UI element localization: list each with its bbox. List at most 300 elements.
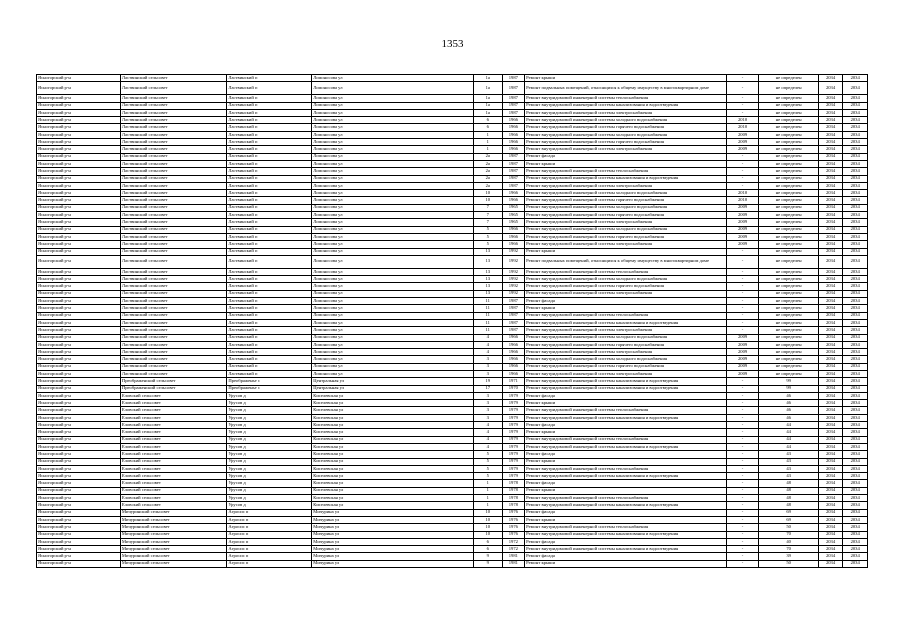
work-type-cell: Ремонт внутридомовой инженерной системы теплоснабжения <box>525 268 727 275</box>
last-repair-year-cell: - <box>726 298 759 305</box>
plan-start-cell: 2034 <box>818 305 843 312</box>
last-repair-year-cell: - <box>726 168 759 175</box>
street-cell: Киселевская ул <box>312 400 474 407</box>
work-type-cell: Ремонт внутридомовой инженерной системы теплоснабжения <box>525 312 727 319</box>
settlement-cell: Агросис п <box>227 531 312 538</box>
build-year-cell: 1979 <box>502 400 525 407</box>
wear-cell: 69 <box>759 509 818 516</box>
council-cell: Ластвинский сельсовет <box>120 102 226 109</box>
district-cell: Ясногорский р-н <box>37 182 121 189</box>
work-type-cell: Ремонт фасада <box>525 422 727 429</box>
plan-end-cell: 2034 <box>843 168 868 175</box>
settlement-cell: Ластвинский п <box>227 290 312 297</box>
table-row <box>37 400 868 407</box>
build-year-cell: 1979 <box>502 429 525 436</box>
last-repair-year-cell: - <box>726 443 759 450</box>
council-cell: Ластвинский сельсовет <box>120 241 226 248</box>
plan-end-cell: 2034 <box>843 516 868 523</box>
district-cell: Ясногорский р-н <box>37 546 121 553</box>
table-row <box>37 465 868 472</box>
district-cell: Ясногорский р-н <box>37 312 121 319</box>
council-cell: Ластвинский сельсовет <box>120 146 226 153</box>
plan-end-cell: 2034 <box>843 378 868 385</box>
house-number-cell: 1а <box>473 102 502 109</box>
street-cell: Центральная ул <box>312 378 474 385</box>
house-number-cell: 3 <box>473 392 502 399</box>
last-repair-year-cell: - <box>726 319 759 326</box>
council-cell: Еловский сельсовет <box>120 458 226 465</box>
work-type-cell: Ремонт фасада <box>525 480 727 487</box>
wear-cell: не определен <box>759 233 818 240</box>
wear-cell: 44 <box>759 429 818 436</box>
house-number-cell: 11 <box>473 298 502 305</box>
settlement-cell: Урусов д <box>227 443 312 450</box>
district-cell: Ясногорский р-н <box>37 451 121 458</box>
settlement-cell: Агросис п <box>227 538 312 545</box>
district-cell: Ясногорский р-н <box>37 102 121 109</box>
house-number-cell: 7 <box>473 204 502 211</box>
plan-end-cell: 2034 <box>843 248 868 255</box>
table-row <box>37 255 868 268</box>
table-row <box>37 480 868 487</box>
street-cell: Ломоносова ул <box>312 102 474 109</box>
house-number-cell: 1а <box>473 82 502 95</box>
table-row <box>37 102 868 109</box>
district-cell: Ясногорский р-н <box>37 255 121 268</box>
house-number-cell: 1а <box>473 95 502 102</box>
plan-start-cell: 2034 <box>818 378 843 385</box>
district-cell: Ясногорский р-н <box>37 290 121 297</box>
house-number-cell: 5 <box>473 233 502 240</box>
table-row <box>37 153 868 160</box>
settlement-cell: Урусов д <box>227 392 312 399</box>
table-row <box>37 370 868 377</box>
last-repair-year-cell: - <box>726 290 759 297</box>
plan-end-cell: 2034 <box>843 319 868 326</box>
street-cell: Ломоносова ул <box>312 82 474 95</box>
plan-start-cell: 2034 <box>818 436 843 443</box>
table-row <box>37 473 868 480</box>
plan-start-cell: 2034 <box>818 117 843 124</box>
settlement-cell: Урусов д <box>227 407 312 414</box>
council-cell: Ластвинский сельсовет <box>120 268 226 275</box>
work-type-cell: Ремонт фасада <box>525 392 727 399</box>
plan-start-cell: 2034 <box>818 146 843 153</box>
council-cell: Ластвинский сельсовет <box>120 197 226 204</box>
house-number-cell: 1 <box>473 502 502 509</box>
house-number-cell: 2а <box>473 168 502 175</box>
table-row <box>37 538 868 545</box>
work-type-cell: Ремонт крыши <box>525 560 727 567</box>
wear-cell: не определен <box>759 276 818 283</box>
house-number-cell: 1 <box>473 131 502 138</box>
council-cell: Ластвинский сельсовет <box>120 82 226 95</box>
table-row <box>37 139 868 146</box>
wear-cell: не определен <box>759 349 818 356</box>
plan-start-cell: 2034 <box>818 349 843 356</box>
district-cell: Ясногорский р-н <box>37 502 121 509</box>
table-row <box>37 327 868 334</box>
street-cell: Киселевская ул <box>312 458 474 465</box>
plan-end-cell: 2034 <box>843 560 868 567</box>
plan-start-cell: 2034 <box>818 495 843 502</box>
plan-end-cell: 2034 <box>843 305 868 312</box>
wear-cell: не определен <box>759 341 818 348</box>
street-cell: Ломоносова ул <box>312 212 474 219</box>
council-cell: Ластвинский сельсовет <box>120 248 226 255</box>
house-number-cell: 1 <box>473 146 502 153</box>
plan-start-cell: 2034 <box>818 204 843 211</box>
district-cell: Ясногорский р-н <box>37 436 121 443</box>
work-type-cell: Ремонт внутридомовой инженерной системы электроснабжения <box>525 241 727 248</box>
settlement-cell: Урусов д <box>227 487 312 494</box>
plan-start-cell: 2034 <box>818 319 843 326</box>
council-cell: Еловский сельсовет <box>120 429 226 436</box>
plan-end-cell: 2034 <box>843 276 868 283</box>
street-cell: Ломоносова ул <box>312 370 474 377</box>
council-cell: Еловский сельсовет <box>120 436 226 443</box>
street-cell: Ломоносова ул <box>312 117 474 124</box>
plan-start-cell: 2034 <box>818 546 843 553</box>
settlement-cell: Ластвинский п <box>227 305 312 312</box>
street-cell: Ломоносова ул <box>312 334 474 341</box>
build-year-cell: 1987 <box>502 160 525 167</box>
build-year-cell: 1966 <box>502 241 525 248</box>
plan-start-cell: 2034 <box>818 153 843 160</box>
build-year-cell: 1976 <box>502 531 525 538</box>
house-number-cell: 7 <box>473 212 502 219</box>
build-year-cell: 1966 <box>502 139 525 146</box>
house-number-cell: 13 <box>473 268 502 275</box>
table-row <box>37 219 868 226</box>
house-number-cell: 3 <box>473 370 502 377</box>
last-repair-year-cell: - <box>726 102 759 109</box>
plan-end-cell: 2034 <box>843 414 868 421</box>
house-number-cell: 10 <box>473 197 502 204</box>
district-cell: Ясногорский р-н <box>37 473 121 480</box>
work-type-cell: Ремонт фасада <box>525 538 727 545</box>
build-year-cell: 1979 <box>502 436 525 443</box>
work-type-cell: Ремонт внутридомовой инженерной системы канализования и водоотведения <box>525 546 727 553</box>
work-type-cell: Ремонт внутридомовой инженерной системы канализования и водоотведения <box>525 443 727 450</box>
district-cell: Ясногорский р-н <box>37 538 121 545</box>
last-repair-year-cell: - <box>726 509 759 516</box>
settlement-cell: Ластвинский п <box>227 102 312 109</box>
last-repair-year-cell: - <box>726 495 759 502</box>
street-cell: Ломоносова ул <box>312 298 474 305</box>
council-cell: Ластвинский сельсовет <box>120 131 226 138</box>
house-number-cell: 4 <box>473 436 502 443</box>
district-cell: Ясногорский р-н <box>37 495 121 502</box>
council-cell: Ластвинский сельсовет <box>120 290 226 297</box>
district-cell: Ясногорский р-н <box>37 168 121 175</box>
wear-cell: 44 <box>759 436 818 443</box>
district-cell: Ясногорский р-н <box>37 327 121 334</box>
work-type-cell: Ремонт фасада <box>525 553 727 560</box>
council-cell: Ластвинский сельсовет <box>120 283 226 290</box>
last-repair-year-cell: 2009 <box>726 226 759 233</box>
work-type-cell: Ремонт внутридомовой инженерной системы горячего водоснабжения <box>525 212 727 219</box>
district-cell: Ясногорский р-н <box>37 190 121 197</box>
district-cell: Ясногорский р-н <box>37 531 121 538</box>
house-number-cell: 2а <box>473 182 502 189</box>
build-year-cell: 1966 <box>502 334 525 341</box>
plan-end-cell: 2034 <box>843 407 868 414</box>
council-cell: Мичуринский сельсовет <box>120 538 226 545</box>
last-repair-year-cell: 2009 <box>726 341 759 348</box>
build-year-cell: 1966 <box>502 146 525 153</box>
plan-end-cell: 2034 <box>843 75 868 82</box>
build-year-cell: 1966 <box>502 131 525 138</box>
work-type-cell: Ремонт внутридомовой инженерной системы холодного водоснабжения <box>525 334 727 341</box>
build-year-cell: 1978 <box>502 495 525 502</box>
plan-start-cell: 2034 <box>818 219 843 226</box>
plan-end-cell: 2034 <box>843 182 868 189</box>
council-cell: Еловский сельсовет <box>120 480 226 487</box>
plan-end-cell: 2034 <box>843 190 868 197</box>
table-row <box>37 553 868 560</box>
build-year-cell: 1992 <box>502 283 525 290</box>
plan-end-cell: 2034 <box>843 480 868 487</box>
wear-cell: не определен <box>759 190 818 197</box>
last-repair-year-cell: - <box>726 458 759 465</box>
wear-cell: не определен <box>759 363 818 370</box>
district-cell: Ясногорский р-н <box>37 298 121 305</box>
council-cell: Ластвинский сельсовет <box>120 363 226 370</box>
settlement-cell: Ластвинский п <box>227 117 312 124</box>
plan-end-cell: 2034 <box>843 531 868 538</box>
plan-start-cell: 2034 <box>818 139 843 146</box>
district-cell: Ясногорский р-н <box>37 429 121 436</box>
last-repair-year-cell: - <box>726 400 759 407</box>
last-repair-year-cell: - <box>726 160 759 167</box>
wear-cell: 70 <box>759 546 818 553</box>
house-number-cell: 6 <box>473 538 502 545</box>
street-cell: Ломоносова ул <box>312 268 474 275</box>
wear-cell: не определен <box>759 255 818 268</box>
plan-start-cell: 2034 <box>818 95 843 102</box>
district-cell: Ясногорский р-н <box>37 553 121 560</box>
wear-cell: 48 <box>759 480 818 487</box>
last-repair-year-cell: 2009 <box>726 363 759 370</box>
capital-repair-table <box>36 74 868 568</box>
table-row <box>37 414 868 421</box>
house-number-cell: 3 <box>473 363 502 370</box>
council-cell: Еловский сельсовет <box>120 465 226 472</box>
last-repair-year-cell: 2009 <box>726 212 759 219</box>
table-row <box>37 436 868 443</box>
district-cell: Ясногорский р-н <box>37 175 121 182</box>
plan-start-cell: 2034 <box>818 190 843 197</box>
table-row <box>37 451 868 458</box>
settlement-cell: Урусов д <box>227 422 312 429</box>
build-year-cell: 1987 <box>502 153 525 160</box>
district-cell: Ясногорский р-н <box>37 117 121 124</box>
table-row <box>37 212 868 219</box>
house-number-cell: 3 <box>473 407 502 414</box>
work-type-cell: Ремонт внутридомовой инженерной системы горячего водоснабжения <box>525 233 727 240</box>
plan-end-cell: 2034 <box>843 465 868 472</box>
house-number-cell: 3 <box>473 356 502 363</box>
district-cell: Ясногорский р-н <box>37 124 121 131</box>
plan-start-cell: 2034 <box>818 524 843 531</box>
house-number-cell: 11 <box>473 312 502 319</box>
build-year-cell: 1987 <box>502 312 525 319</box>
district-cell: Ясногорский р-н <box>37 407 121 414</box>
plan-start-cell: 2034 <box>818 458 843 465</box>
page-number: 1353 <box>441 38 464 50</box>
build-year-cell: 1992 <box>502 248 525 255</box>
build-year-cell: 1965 <box>502 204 525 211</box>
district-cell: Ясногорский р-н <box>37 392 121 399</box>
build-year-cell: 1966 <box>502 124 525 131</box>
work-type-cell: Ремонт внутридомовой инженерной системы холодного водоснабжения <box>525 131 727 138</box>
street-cell: Ломоносова ул <box>312 182 474 189</box>
council-cell: Ластвинский сельсовет <box>120 305 226 312</box>
settlement-cell: Ластвинский п <box>227 182 312 189</box>
council-cell: Мичуринский сельсовет <box>120 560 226 567</box>
district-cell: Ясногорский р-н <box>37 146 121 153</box>
plan-start-cell: 2034 <box>818 487 843 494</box>
wear-cell: 69 <box>759 516 818 523</box>
wear-cell: 46 <box>759 407 818 414</box>
plan-end-cell: 2034 <box>843 124 868 131</box>
house-number-cell: 4 <box>473 429 502 436</box>
settlement-cell: Урусов д <box>227 436 312 443</box>
build-year-cell: 1966 <box>502 370 525 377</box>
street-cell: Киселевская ул <box>312 451 474 458</box>
settlement-cell: Ластвинский п <box>227 153 312 160</box>
street-cell: Мичурина ул <box>312 531 474 538</box>
council-cell: Еловский сельсовет <box>120 400 226 407</box>
district-cell: Ясногорский р-н <box>37 458 121 465</box>
table-row <box>37 290 868 297</box>
plan-end-cell: 2034 <box>843 327 868 334</box>
plan-start-cell: 2034 <box>818 276 843 283</box>
district-cell: Ясногорский р-н <box>37 319 121 326</box>
wear-cell: 99 <box>759 385 818 392</box>
table-row <box>37 502 868 509</box>
plan-start-cell: 2034 <box>818 465 843 472</box>
council-cell: Преображенский сельсовет <box>120 378 226 385</box>
council-cell: Еловский сельсовет <box>120 443 226 450</box>
build-year-cell: 1987 <box>502 168 525 175</box>
plan-end-cell: 2034 <box>843 117 868 124</box>
plan-start-cell: 2034 <box>818 422 843 429</box>
council-cell: Ластвинский сельсовет <box>120 255 226 268</box>
district-cell: Ясногорский р-н <box>37 465 121 472</box>
work-type-cell: Ремонт фасада <box>525 451 727 458</box>
wear-cell: не определен <box>759 175 818 182</box>
plan-end-cell: 2034 <box>843 146 868 153</box>
table-row <box>37 378 868 385</box>
table-row <box>37 204 868 211</box>
street-cell: Ломоносова ул <box>312 175 474 182</box>
district-cell: Ясногорский р-н <box>37 356 121 363</box>
council-cell: Ластвинский сельсовет <box>120 349 226 356</box>
build-year-cell: 1987 <box>502 109 525 116</box>
council-cell: Мичуринский сельсовет <box>120 553 226 560</box>
work-type-cell: Ремонт внутридомовой инженерной системы холодного водоснабжения <box>525 226 727 233</box>
plan-start-cell: 2034 <box>818 182 843 189</box>
settlement-cell: Ластвинский п <box>227 241 312 248</box>
street-cell: Ломоносова ул <box>312 109 474 116</box>
settlement-cell: Преображенье с <box>227 385 312 392</box>
council-cell: Ластвинский сельсовет <box>120 226 226 233</box>
district-cell: Ясногорский р-н <box>37 516 121 523</box>
last-repair-year-cell: - <box>726 546 759 553</box>
table-row <box>37 531 868 538</box>
table-row <box>37 197 868 204</box>
house-number-cell: 4 <box>473 349 502 356</box>
settlement-cell: Ластвинский п <box>227 312 312 319</box>
build-year-cell: 1992 <box>502 268 525 275</box>
wear-cell: 39 <box>759 553 818 560</box>
plan-start-cell: 2034 <box>818 363 843 370</box>
build-year-cell: 1987 <box>502 182 525 189</box>
plan-end-cell: 2034 <box>843 363 868 370</box>
build-year-cell: 1992 <box>502 276 525 283</box>
plan-end-cell: 2034 <box>843 473 868 480</box>
district-cell: Ясногорский р-н <box>37 422 121 429</box>
council-cell: Еловский сельсовет <box>120 414 226 421</box>
work-type-cell: Ремонт внутридомовой инженерной системы канализования и водоотведения <box>525 319 727 326</box>
wear-cell: не определен <box>759 197 818 204</box>
plan-start-cell: 2034 <box>818 131 843 138</box>
table-row <box>37 546 868 553</box>
street-cell: Ломоносова ул <box>312 241 474 248</box>
street-cell: Ломоносова ул <box>312 226 474 233</box>
settlement-cell: Ластвинский п <box>227 226 312 233</box>
plan-start-cell: 2034 <box>818 560 843 567</box>
plan-end-cell: 2034 <box>843 131 868 138</box>
street-cell: Ломоносова ул <box>312 327 474 334</box>
wear-cell: не определен <box>759 370 818 377</box>
plan-end-cell: 2034 <box>843 400 868 407</box>
street-cell: Киселевская ул <box>312 422 474 429</box>
street-cell: Мичурина ул <box>312 553 474 560</box>
house-number-cell: 1 <box>473 487 502 494</box>
settlement-cell: Ластвинский п <box>227 255 312 268</box>
plan-end-cell: 2034 <box>843 175 868 182</box>
street-cell: Ломоносова ул <box>312 248 474 255</box>
district-cell: Ясногорский р-н <box>37 276 121 283</box>
district-cell: Ясногорский р-н <box>37 349 121 356</box>
settlement-cell: Ластвинский п <box>227 356 312 363</box>
plan-end-cell: 2034 <box>843 538 868 545</box>
house-number-cell: 6 <box>473 117 502 124</box>
district-cell: Ясногорский р-н <box>37 139 121 146</box>
district-cell: Ясногорский р-н <box>37 109 121 116</box>
settlement-cell: Ластвинский п <box>227 370 312 377</box>
council-cell: Ластвинский сельсовет <box>120 153 226 160</box>
wear-cell: не определен <box>759 102 818 109</box>
plan-end-cell: 2034 <box>843 349 868 356</box>
council-cell: Ластвинский сельсовет <box>120 190 226 197</box>
work-type-cell: Ремонт внутридомовой инженерной системы горячего водоснабжения <box>525 283 727 290</box>
street-cell: Мичурина ул <box>312 524 474 531</box>
last-repair-year-cell: - <box>726 560 759 567</box>
council-cell: Ластвинский сельсовет <box>120 117 226 124</box>
district-cell: Ясногорский р-н <box>37 197 121 204</box>
plan-start-cell: 2034 <box>818 241 843 248</box>
house-number-cell: 5 <box>473 458 502 465</box>
street-cell: Ломоносова ул <box>312 168 474 175</box>
table-row <box>37 190 868 197</box>
work-type-cell: Ремонт внутридомовой инженерной системы канализования и водоотведения <box>525 102 727 109</box>
table-row <box>37 233 868 240</box>
work-type-cell: Ремонт крыши <box>525 487 727 494</box>
